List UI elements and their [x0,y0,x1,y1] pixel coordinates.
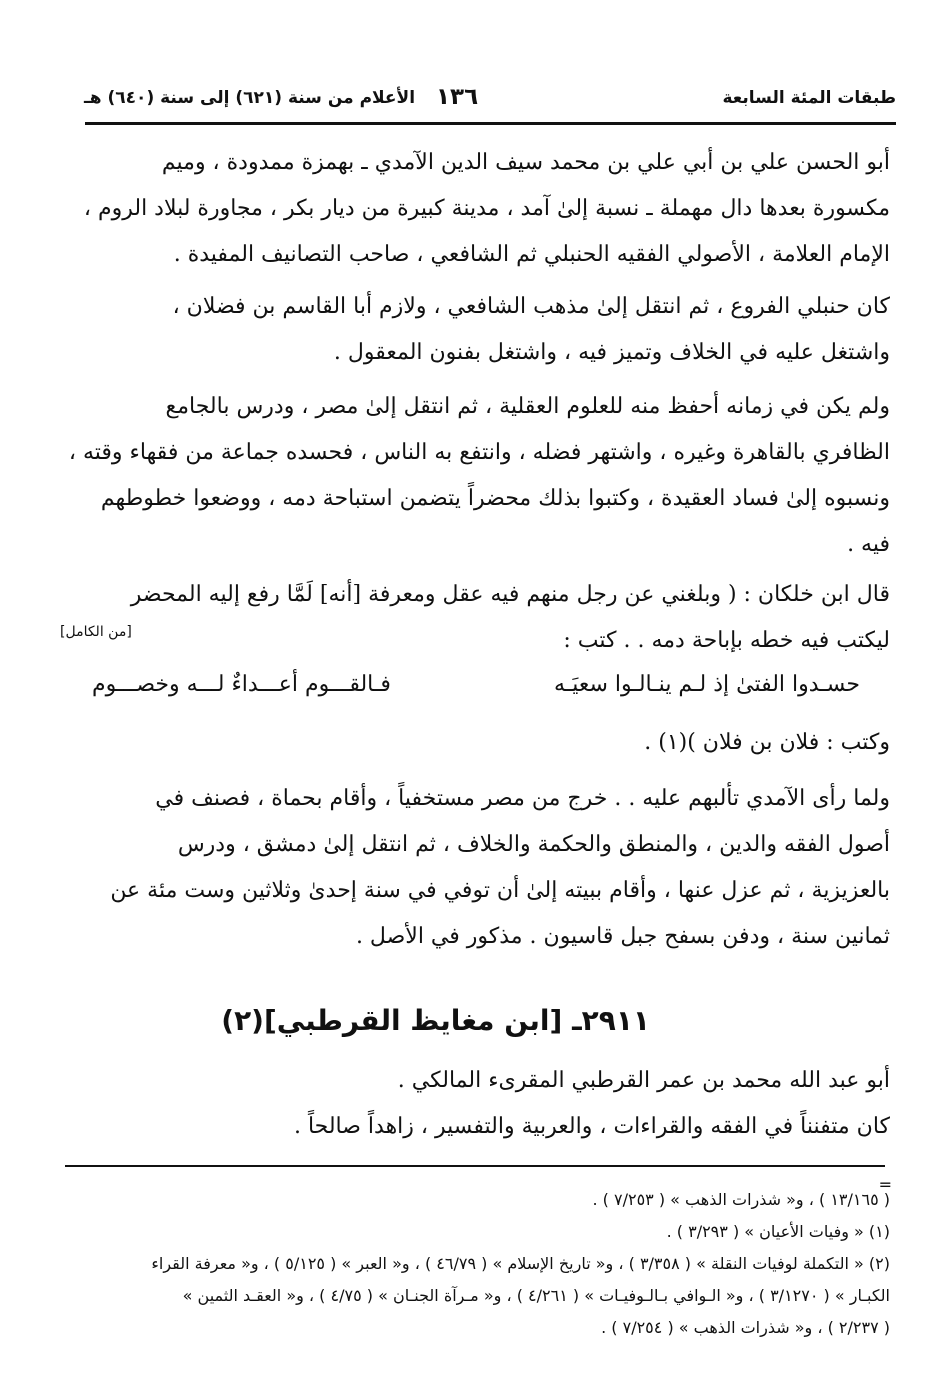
paragraph-4 [60,572,890,664]
footnote-2-line-2: الكبـار » ( ٣/١٢٧٠ ) ، و« الـوافي بـالـوفيـات » ( ٤/٢٦١ ) ، و« مـرآة الجنـان » ( ٤/٧٥ ) ، و« العقـد الثمين » [182,1286,890,1305]
text-line: مكسورة بعدها دال مهملة ـ نسبة إلىٰ آمد ، مدينة كبيرة من ديار بكر ، مجاورة لبلاد الروم ، [83,196,890,221]
entry-body [60,1058,890,1150]
verse-first-hemistich: حسـدوا الفتىٰ إذ لـم ينـالـوا سعيَـه [553,672,860,697]
text-line: فيه . [847,532,890,557]
footnote-rule [65,1165,885,1167]
header-rule [85,122,896,125]
paragraph-1 [60,140,890,278]
text-line: قال ابن خلكان : ( وبلغني عن رجل منهم فيه عقل ومعرفة [أنه] لَمَّا رفع إليه المحضر [130,582,890,607]
paragraph-3 [60,384,890,568]
text-line: ليكتب فيه خطه بإباحة دمه . . كتب : [563,628,890,653]
paragraph-2 [60,284,890,376]
text-line: ولم يكن في زمانه أحفظ منه للعلوم العقلية ، ثم انتقل إلىٰ مصر ، ودرس بالجامع [165,394,890,419]
text-line: بالعزيزية ، ثم عزل عنها ، وأقام ببيته إلىٰ أن توفي في سنة إحدىٰ وثلاثين وست مئة عن [110,878,890,903]
text-line: ثمانين سنة ، ودفن بسفح جبل قاسيون . مذكور في الأصل . [355,924,890,949]
footnote-continuation: ( ١٣/١٦٥ ) ، و« شذرات الذهب » ( ٧/٢٥٣ ) . [592,1190,890,1209]
poetic-meter-label: [من الكامل] [60,624,132,640]
text-line: الإمام العلامة ، الأصولي الفقيه الحنبلي ثم الشافعي ، صاحب التصانيف المفيدة . [173,242,890,267]
running-head-title: طبقات المئة السابعة [722,88,896,108]
running-head-range: الأعلام من سنة (٦٢١) إلى سنة (٦٤٠) هـ [84,88,416,108]
text-line: أصول الفقه والدين ، والمنطق والحكمة والخلاف ، ثم انتقل إلىٰ دمشق ، ودرس [177,832,890,857]
text-line: وكتب : فلان بن فلان )(١) . [644,730,890,755]
entry-heading: ٢٩١١ـ [ابن مغايظ القرطبي](٢) [221,1004,650,1037]
text-line: كان متفنناً في الفقه والقراءات ، والعربية والتفسير ، زاهداً صالحاً . [293,1114,890,1139]
text-line: ونسبوه إلىٰ فساد العقيدة ، وكتبوا بذلك محضراً يتضمن استباحة دمه ، ووضعوا خطوطهم [100,486,890,511]
paragraph-5 [60,776,890,960]
text-line: أبو الحسن علي بن أبي علي بن محمد سيف الدين الآمدي ـ بهمزة ممدودة ، وميم [161,150,890,175]
footnote-1: (١) « وفيات الأعيان » ( ٣/٢٩٣ ) . [666,1222,890,1241]
text-line: الظافري بالقاهرة وغيره ، واشتهر فضله ، وانتفع به الناس ، فحسده جماعة من فقهاء وقته ، [68,440,890,465]
footnote-2-line-1: (٢) « التكملة لوفيات النقلة » ( ٣/٣٥٨ ) ، و« تاريخ الإسلام » ( ٤٦/٧٩ ) ، و« العبر » ( ٥/١٢٥ ) ، و« معرفة القراء [151,1254,890,1273]
after-verse-line [60,720,890,766]
text-line: واشتغل عليه في الخلاف وتميز فيه ، واشتغل بفنون المعقول . [333,340,890,365]
page-number: ١٣٦ [436,84,479,110]
verse-second-hemistich: فـالقـــوم أعـــداءٌ لـــه وخصـــوم [92,672,391,697]
text-line: كان حنبلي الفروع ، ثم انتقل إلىٰ مذهب الشافعي ، ولازم أبا القاسم بن فضلان ، [172,294,890,319]
footnote-2-line-3: ( ٢/٢٣٧ ) ، و« شذرات الذهب » ( ٧/٢٥٤ ) . [601,1318,890,1337]
text-line: أبو عبد الله محمد بن عمر القرطبي المقرىء المالكي . [397,1068,890,1093]
text-line: ولما رأى الآمدي تألبهم عليه . . خرج من مصر مستخفياً ، وأقام بحماة ، فصنف في [155,786,890,811]
footnote-continuation-mark: = [878,1175,892,1194]
